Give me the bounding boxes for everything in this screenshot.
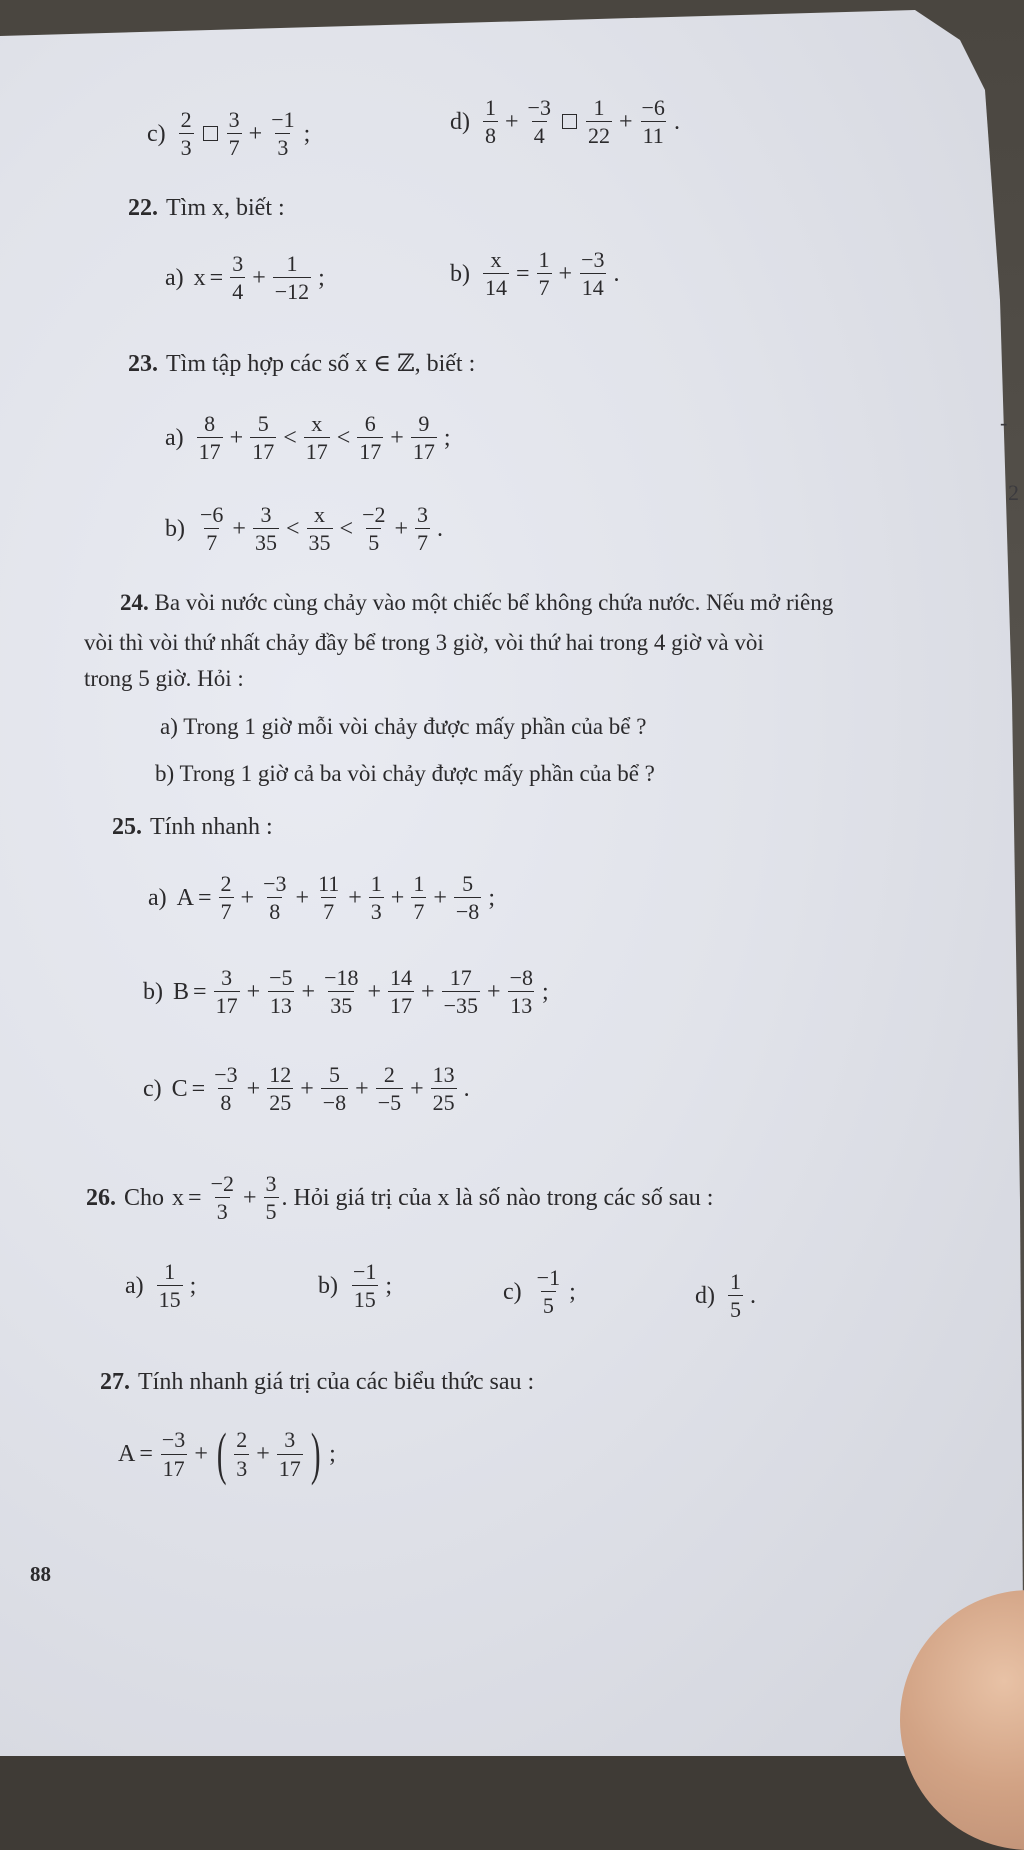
fraction [269, 108, 296, 159]
end-mark: . [673, 108, 680, 135]
question-text: . Hỏi giá trị của x là số nào trong các số sau : [281, 1184, 714, 1211]
denominator: 22 [587, 123, 610, 149]
comparison-box [562, 114, 577, 129]
numerator: 14 [390, 965, 413, 990]
fraction [198, 503, 225, 554]
end-mark: . [437, 515, 444, 542]
fraction [640, 96, 667, 147]
denominator: 25 [269, 1090, 292, 1116]
exercise-number: 25. [112, 814, 142, 840]
exercise-25-title [112, 815, 273, 839]
exercise-26b [318, 1260, 396, 1311]
numerator: 6 [364, 411, 376, 436]
numerator: 3 [232, 251, 244, 276]
denominator: 14 [581, 275, 604, 301]
denominator: 11 [642, 123, 664, 149]
numerator: −3 [527, 95, 551, 120]
denominator: 17 [305, 439, 328, 465]
numerator: 3 [284, 1427, 296, 1453]
denominator: −8 [455, 899, 480, 925]
plus-sign: + [367, 978, 382, 1005]
denominator: 13 [510, 993, 533, 1019]
denominator: −35 [443, 993, 479, 1019]
plus-sign: + [242, 1184, 257, 1211]
exercise-21d [450, 96, 684, 147]
denominator: 7 [206, 530, 218, 556]
end-mark: ; [303, 120, 311, 147]
fraction [157, 1260, 183, 1311]
fraction [230, 252, 245, 303]
fraction [250, 412, 276, 463]
edge-mark: 2 [1008, 480, 1019, 505]
plus-sign: + [433, 884, 447, 911]
exercise-title: Tìm tập hợp các số x ∈ ℤ, biết : [166, 351, 476, 377]
equals-sign: = [191, 1075, 206, 1102]
plus-sign: + [355, 1075, 369, 1102]
numerator: −8 [509, 965, 533, 990]
label: a) [125, 1272, 144, 1299]
denominator: 35 [254, 530, 277, 556]
denominator: 3 [236, 1455, 248, 1481]
variable: C [171, 1075, 188, 1102]
label: d) [695, 1282, 715, 1309]
denominator: 17 [198, 439, 221, 465]
exercise-title: Tìm x, biết : [166, 195, 285, 221]
denominator: 17 [162, 1455, 185, 1481]
fraction [321, 1063, 348, 1114]
numerator: 3 [260, 502, 272, 527]
end-mark: . [463, 1075, 470, 1102]
fraction [454, 872, 481, 923]
fraction [322, 966, 360, 1017]
plus-sign: + [348, 884, 362, 911]
numerator: −3 [581, 247, 605, 272]
fraction [160, 1428, 187, 1479]
exercise-number: 23. [128, 351, 158, 377]
denominator: 7 [323, 899, 335, 925]
fraction [212, 1063, 239, 1114]
fraction [277, 1428, 303, 1479]
plus-sign: + [558, 260, 573, 287]
numerator: 1 [370, 871, 382, 896]
fraction [209, 1172, 236, 1223]
less-than-sign: < [339, 515, 354, 542]
fraction [415, 503, 430, 554]
plus-sign: + [246, 1075, 261, 1102]
plus-sign: + [252, 264, 266, 291]
end-mark: ; [541, 978, 549, 1005]
plus-sign: + [295, 884, 310, 911]
exercise-27-expression-a [118, 1421, 340, 1486]
fraction [376, 1063, 403, 1114]
fraction [579, 248, 606, 299]
numerator: 1 [413, 871, 425, 896]
fraction [264, 1172, 279, 1223]
label: c) [143, 1075, 162, 1102]
right-parenthesis: ) [310, 1421, 321, 1486]
label: b) [318, 1272, 338, 1299]
fraction [227, 108, 242, 159]
exercise-25a [148, 872, 499, 923]
plus-sign: + [390, 424, 404, 451]
fraction [535, 1266, 562, 1317]
exercise-number: 26. [86, 1184, 116, 1211]
numerator: −2 [362, 502, 386, 527]
label: c) [147, 120, 166, 147]
plus-sign: + [229, 424, 244, 451]
exercise-26c [503, 1266, 580, 1317]
less-than-sign: < [285, 515, 300, 542]
exercise-24a: a) Trong 1 giờ mỗi vòi chảy được mấy phần của bể ? [160, 714, 647, 739]
plus-sign: + [232, 515, 246, 542]
fraction [267, 966, 294, 1017]
end-mark: . [750, 1282, 756, 1309]
plus-sign: + [246, 978, 261, 1005]
numerator: 3 [417, 502, 429, 527]
fraction [483, 96, 498, 147]
numerator: 1 [730, 1269, 741, 1294]
label: a) [148, 884, 167, 911]
exercise-22a [165, 252, 329, 303]
fraction [526, 96, 553, 147]
plus-sign: + [394, 515, 409, 542]
denominator: 7 [413, 899, 425, 925]
exercise-title: Tính nhanh : [150, 814, 273, 840]
denominator: −5 [377, 1090, 402, 1116]
fraction [267, 1063, 293, 1114]
denominator: 3 [216, 1199, 228, 1225]
fraction [508, 966, 535, 1017]
edge-mark: - [1000, 410, 1008, 435]
fraction [273, 252, 311, 303]
denominator: 17 [252, 439, 275, 465]
label: b) [143, 978, 163, 1005]
fraction [586, 96, 612, 147]
numerator: 13 [432, 1062, 455, 1087]
label: d) [450, 108, 470, 135]
numerator: −1 [271, 107, 295, 132]
plus-sign: + [421, 978, 435, 1005]
label: b) [450, 260, 470, 287]
end-mark: ; [189, 1272, 197, 1299]
denominator: 15 [158, 1287, 181, 1313]
denominator: 17 [278, 1455, 301, 1481]
numerator: 12 [269, 1062, 292, 1087]
exercise-number: 24. [120, 590, 149, 615]
numerator: 1 [164, 1259, 176, 1284]
denominator: 8 [485, 123, 496, 149]
exercise-25c [143, 1063, 474, 1114]
numerator: 3 [265, 1171, 277, 1196]
fraction [316, 872, 341, 923]
numerator: −1 [536, 1265, 561, 1290]
numerator: 2 [180, 107, 192, 132]
fraction [234, 1428, 249, 1479]
fraction [537, 248, 552, 299]
end-mark: . [613, 260, 620, 287]
comparison-box [203, 126, 218, 141]
fraction [411, 872, 426, 923]
plus-sign: + [618, 108, 633, 135]
exercise-23b [165, 503, 447, 554]
denominator: 4 [232, 279, 244, 305]
numerator: 3 [228, 107, 240, 132]
exercise-24b: b) Trong 1 giờ cả ba vòi chảy được mấy phần của bể ? [155, 761, 655, 786]
end-mark: ; [318, 264, 325, 291]
denominator: 25 [432, 1090, 455, 1116]
numerator: 17 [449, 965, 472, 990]
fraction [214, 966, 240, 1017]
numerator: 11 [318, 871, 340, 896]
label: b) [165, 515, 185, 542]
numerator: 5 [462, 871, 474, 896]
end-mark: ; [385, 1272, 393, 1299]
numerator: −2 [210, 1171, 234, 1196]
plus-sign: + [301, 978, 316, 1005]
left-parenthesis: ( [216, 1421, 227, 1486]
plus-sign: + [194, 1441, 208, 1467]
exercise-number: 27. [100, 1369, 130, 1395]
exercise-22b [450, 248, 624, 299]
exercise-27-title [100, 1370, 534, 1394]
denominator: 35 [330, 993, 353, 1019]
fraction [357, 412, 383, 463]
label: a) [165, 424, 184, 451]
variable: B [173, 978, 190, 1005]
numerator: 9 [418, 411, 430, 436]
equals-sign: = [198, 884, 212, 911]
numerator: −3 [161, 1427, 186, 1453]
fraction [728, 1270, 743, 1321]
numerator: x [314, 502, 326, 527]
fraction [351, 1260, 378, 1311]
fraction [388, 966, 414, 1017]
fraction [442, 966, 480, 1017]
numerator: 3 [221, 965, 233, 990]
equals-sign: = [193, 978, 207, 1005]
numerator: 8 [204, 411, 216, 436]
numerator: −6 [641, 95, 665, 120]
denominator: 13 [269, 993, 292, 1019]
label: a) [165, 264, 184, 291]
denominator: −8 [322, 1090, 347, 1116]
numerator: 1 [286, 251, 298, 276]
denominator: 7 [228, 135, 240, 161]
exercise-25b [143, 966, 553, 1017]
fraction [431, 1063, 457, 1114]
exercise-text: Ba vòi nước cùng chảy vào một chiếc bể không chứa nước. Nếu mở riêng [154, 590, 834, 615]
fraction [219, 872, 234, 923]
fraction [360, 503, 387, 554]
exercise-22-title [128, 196, 285, 220]
denominator: 7 [220, 899, 232, 925]
numerator: x [311, 411, 323, 436]
denominator: 3 [370, 899, 382, 925]
exercise-26d [695, 1270, 760, 1321]
denominator: 8 [220, 1090, 232, 1116]
denominator: 5 [265, 1199, 277, 1225]
numerator: −1 [353, 1259, 377, 1284]
variable: x [172, 1184, 185, 1211]
exercise-26a [125, 1260, 200, 1311]
numerator: 2 [383, 1062, 395, 1087]
less-than-sign: < [336, 424, 351, 451]
denominator: 3 [277, 135, 289, 161]
denominator: 5 [730, 1297, 741, 1323]
label: c) [503, 1278, 522, 1305]
fraction [253, 503, 279, 554]
page-number: 88 [30, 1562, 51, 1586]
denominator: 4 [533, 123, 545, 149]
denominator: 3 [180, 135, 192, 161]
denominator: 35 [308, 530, 331, 556]
exercise-number: 22. [128, 195, 158, 221]
plus-sign: + [487, 978, 501, 1005]
plus-sign: + [240, 884, 255, 911]
exercise-23a [165, 412, 455, 463]
variable: A [118, 1441, 136, 1467]
plus-sign: + [248, 120, 263, 147]
exercise-21c [147, 108, 314, 159]
denominator: 17 [412, 439, 435, 465]
end-mark: ; [443, 424, 451, 451]
denominator: 17 [359, 439, 382, 465]
numerator: 2 [220, 871, 232, 896]
denominator: 7 [417, 530, 429, 556]
numerator: 1 [538, 247, 550, 272]
numerator: −5 [269, 965, 293, 990]
numerator: 1 [485, 95, 496, 120]
fraction [304, 412, 330, 463]
numerator: x [490, 247, 502, 272]
fraction [197, 412, 223, 463]
equals-sign: = [139, 1441, 153, 1467]
denominator: 14 [485, 275, 507, 301]
fraction [369, 872, 384, 923]
plus-sign: + [390, 884, 405, 911]
numerator: −6 [200, 502, 224, 527]
fraction [307, 503, 333, 554]
denominator: −12 [274, 279, 310, 305]
fraction [411, 412, 437, 463]
end-mark: ; [488, 884, 495, 911]
end-mark: ; [329, 1441, 336, 1467]
equals-sign: = [209, 264, 224, 291]
plus-sign: + [410, 1075, 424, 1102]
numerator: 1 [593, 95, 605, 120]
exercise-24-line2: vòi thì vòi thứ nhất chảy đầy bể trong 3 giờ, vòi thứ hai trong 4 giờ và vòi [84, 630, 764, 655]
plus-sign: + [300, 1075, 314, 1102]
less-than-sign: < [283, 424, 297, 451]
numerator: −3 [263, 871, 287, 896]
variable: A [176, 884, 194, 911]
text-cho: Cho [124, 1184, 165, 1211]
denominator: 17 [390, 993, 413, 1019]
exercise-26 [86, 1172, 713, 1223]
fraction [179, 108, 194, 159]
numerator: −18 [324, 965, 359, 990]
exercise-24-line3: trong 5 giờ. Hỏi : [84, 666, 244, 691]
fraction [261, 872, 288, 923]
exercise-23-title [128, 352, 475, 376]
denominator: 5 [542, 1293, 554, 1319]
exercise-title: Tính nhanh giá trị của các biểu thức sau : [138, 1369, 535, 1395]
denominator: 8 [269, 899, 281, 925]
plus-sign: + [256, 1441, 270, 1467]
numerator: −3 [214, 1062, 238, 1087]
denominator: 7 [538, 275, 550, 301]
numerator: 5 [257, 411, 269, 436]
fraction [483, 248, 509, 299]
denominator: 15 [353, 1287, 376, 1313]
plus-sign: + [505, 108, 519, 135]
variable: x [193, 264, 206, 291]
exercise-24-line1 [120, 590, 833, 616]
denominator: 17 [215, 993, 238, 1019]
numerator: 2 [236, 1427, 248, 1453]
equals-sign: = [516, 260, 530, 287]
equals-sign: = [188, 1184, 202, 1211]
denominator: 5 [368, 530, 380, 556]
numerator: 5 [328, 1062, 340, 1087]
end-mark: ; [569, 1278, 576, 1305]
